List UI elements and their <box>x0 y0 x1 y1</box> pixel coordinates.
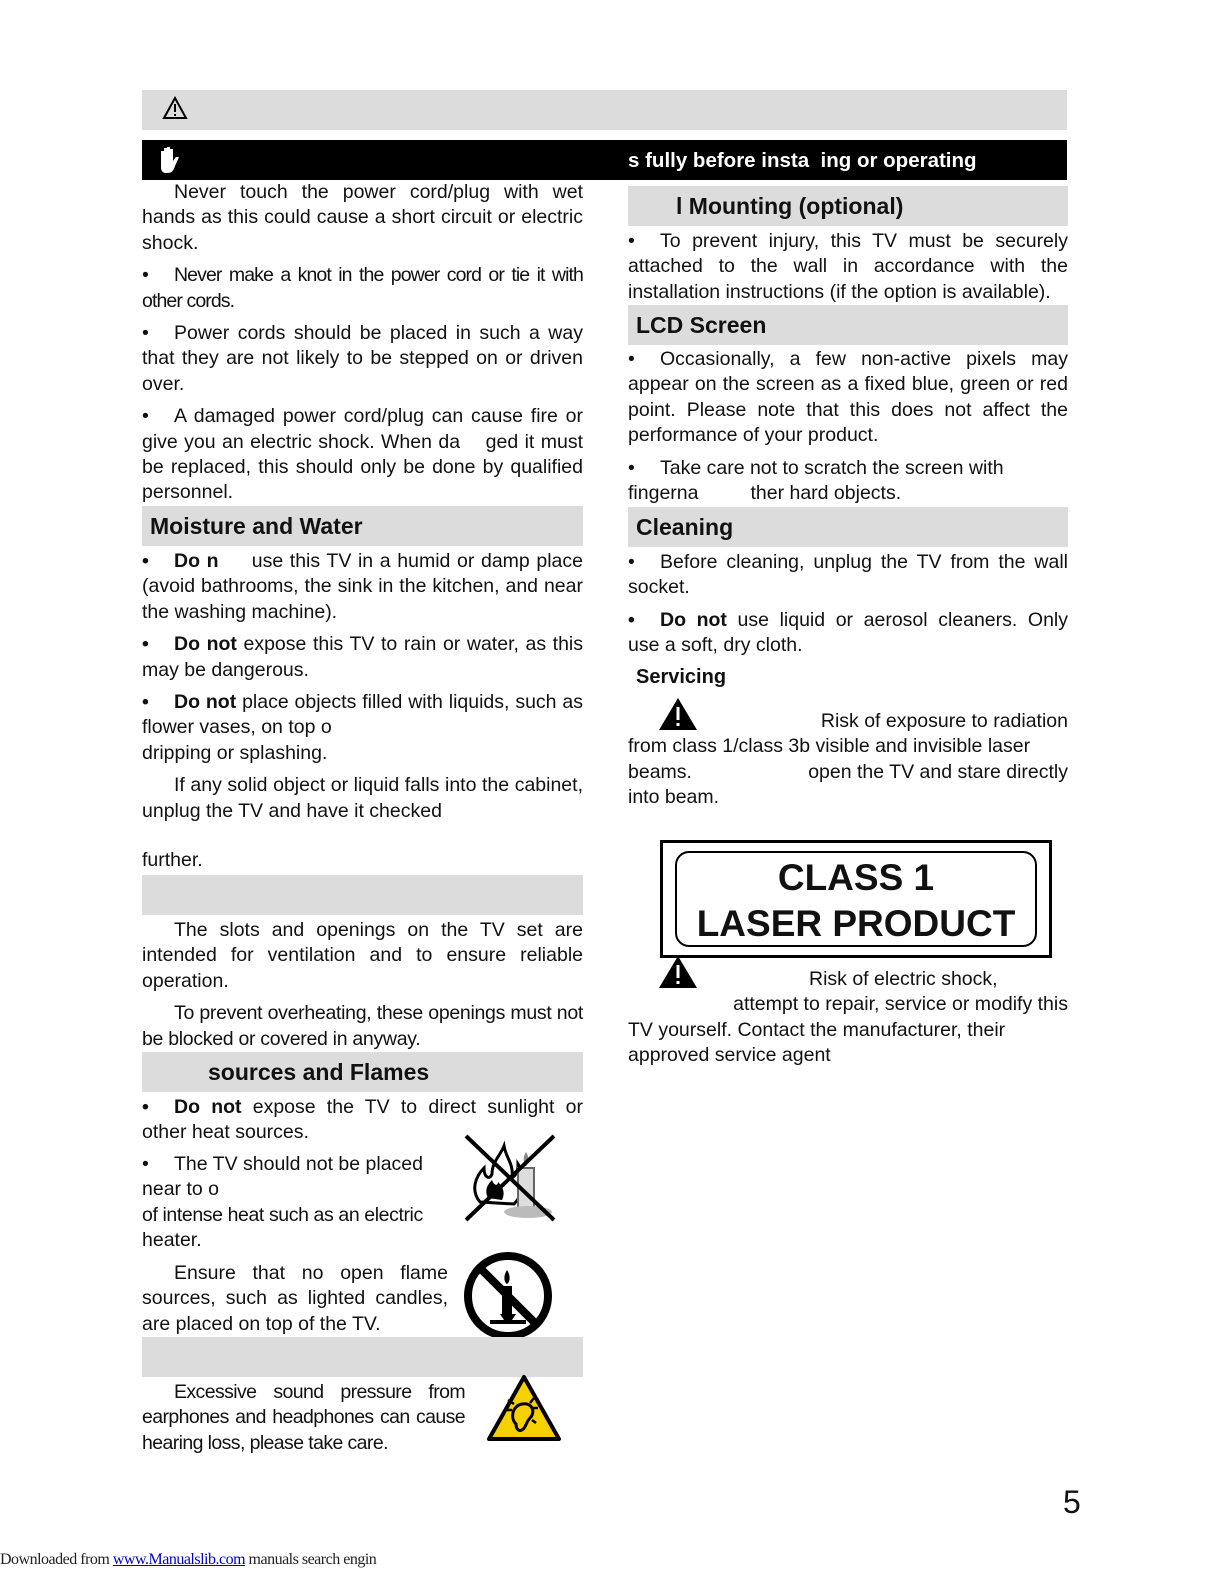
laser-label-line-1: CLASS 1 <box>777 857 935 898</box>
heat-para-2-line-a: • The TV should not be placed <box>142 1153 423 1175</box>
heat-para-2-line-b: near to o <box>142 1178 219 1201</box>
no-candle-icon <box>460 1252 558 1347</box>
mounting-heading: l Mounting (optional) <box>628 186 1068 226</box>
hearing-warning-icon <box>486 1374 562 1447</box>
power-para-4: • A damaged power cord/plug can cause fire or give you an electric shock. When da ged it must be replaced, this should only be done by qualified personnel. <box>142 405 589 504</box>
mounting-para: To prevent injury, this TV must be securely attached to the wall in accordance with the installation instructions (if the option is available). <box>628 230 1068 303</box>
cleaning-heading: Cleaning <box>628 507 1068 547</box>
cleaning-para-1: • Before cleaning, unplug the TV from the wall socket. <box>628 551 1068 599</box>
moisture-para-4-end: further. <box>142 849 203 871</box>
moisture-para-1: • Do n use this TV in a humid or damp place (avoid bathrooms, the sink in the kitchen, and near the washing machine). <box>142 550 584 623</box>
lcd-para-2: • Take care not to scratch the screen with <box>628 456 1004 479</box>
headphones-heading <box>142 1337 583 1377</box>
ventilation-section <box>142 918 583 1059</box>
servicing-heading: Servicing <box>636 666 727 688</box>
heat-para-2-line-c: of intense heat such as an electric <box>142 1203 423 1226</box>
lcd-para-1: • Occasionally, a few non-active pixels may appear on the screen as a fixed blue, green or red point. Please note that this does not affect the performance of your product. <box>628 348 1068 447</box>
moisture-section <box>142 549 583 824</box>
lcd-section <box>628 347 1068 506</box>
lcd-heading: LCD Screen <box>628 305 1068 345</box>
heat-para-3: Ensure that no open flame sources, such as lighted candles, are placed on top of the TV. <box>142 1262 448 1335</box>
page-number: 5 <box>1063 1484 1081 1520</box>
cleaning-section <box>628 550 1068 666</box>
cleaning-para-2: • Do not use liquid or aerosol cleaners. Only use a soft, dry cloth. <box>628 608 1069 657</box>
moisture-heading: Moisture and Water <box>142 506 583 546</box>
footer: Downloaded from www.Manualslib.com manuals search engin <box>0 1551 377 1568</box>
ventilation-para-2: To prevent overheating, these openings must not be blocked or covered in anyway. <box>142 1002 583 1050</box>
moisture-para-2: • Do not expose this TV to rain or water, as this may be dangerous. <box>142 633 583 681</box>
heat-heading: sources and Flames <box>142 1052 583 1092</box>
moisture-para-3: • Do not place objects filled with liquids, such as flower vases, on top o <box>142 691 583 739</box>
laser-product-label <box>660 840 1052 958</box>
servicing-para-2: Risk of electric shock, attempt to repair, service or modify this TV yourself. Contact the manufacturer, their approved service agent <box>628 968 1068 1067</box>
servicing-para-1: Risk of exposure to radiation from class 1/class 3b visible and invisible laser beams. open the TV and stare directly into beam. <box>628 710 1068 809</box>
lcd-para-2-cont: fingerna ther hard objects. <box>628 482 902 505</box>
heat-para-2-line-d: heater. <box>142 1229 202 1252</box>
banner-text: s fully before insta ing or operating <box>628 149 977 172</box>
ventilation-para-1: The slots and openings on the TV set are intended for ventilation and to ensure reliable operation. <box>142 919 583 992</box>
mounting-section: • To prevent injury, this TV must be securely attached to the wall in accordance with the installation instructions (if the option is available). <box>628 230 1068 303</box>
left-column-power <box>142 180 589 513</box>
warning-triangle-icon <box>162 96 188 125</box>
warning-header-bar <box>142 90 1067 130</box>
moisture-para-3-cont: dripping or splashing. <box>142 741 328 764</box>
power-para-2: • Never make a knot in the power cord or tie it with other cords. <box>142 264 583 312</box>
ventilation-heading <box>142 875 583 915</box>
instructions-banner <box>142 140 1067 180</box>
manualslib-link[interactable]: www.Manualslib.com <box>112 1551 246 1568</box>
heat-para-1: • Do not expose the TV to direct sunlight or other heat sources. <box>142 1096 583 1144</box>
power-para-1: Never touch the power cord/plug with wet hands as this could cause a short circuit or electric shock. <box>142 181 583 254</box>
hand-stop-icon <box>157 145 181 180</box>
laser-label-line-2: LASER PRODUCT <box>696 903 1016 944</box>
power-para-3: • Power cords should be placed in such a way that they are not likely to be stepped on or driven over. <box>142 322 583 395</box>
no-heat-source-icon <box>462 1132 558 1229</box>
heat-para-2 <box>142 1152 452 1254</box>
headphones-section: Excessive sound pressure from earphones and headphones can cause hearing loss, please take care. <box>142 1381 465 1454</box>
moisture-para-4: If any solid object or liquid falls into the cabinet, unplug the TV and have it checked <box>142 774 583 822</box>
